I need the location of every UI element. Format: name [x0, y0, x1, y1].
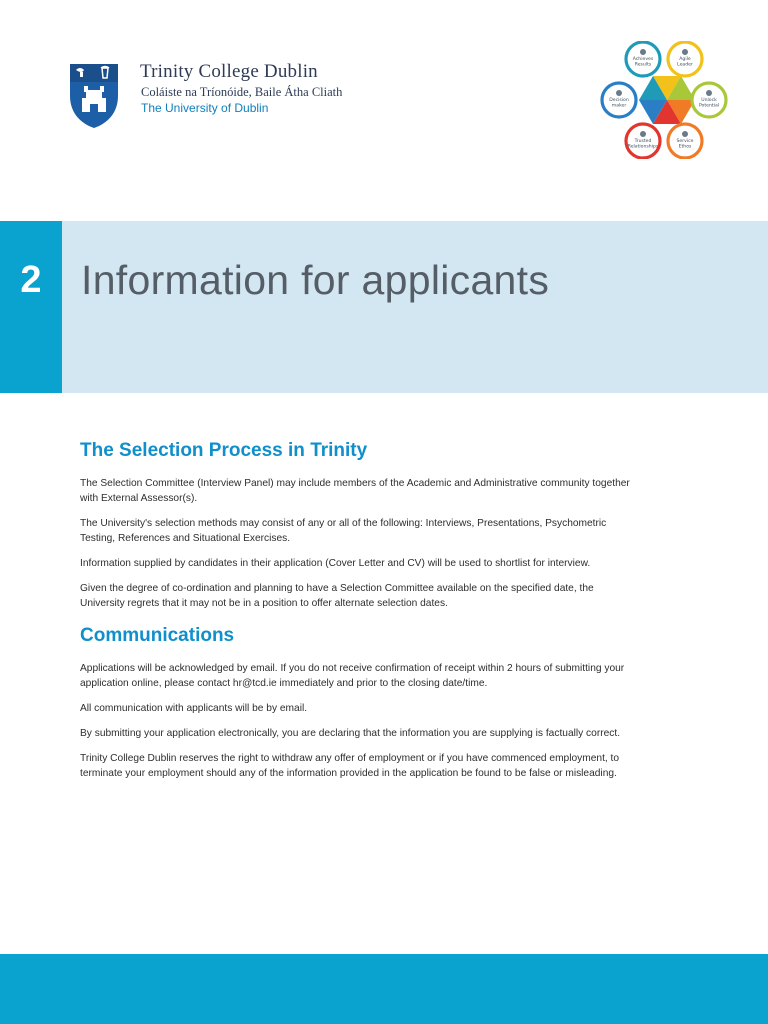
competency-node	[668, 124, 702, 158]
selection-heading: The Selection Process in Trinity	[80, 440, 368, 461]
selection-paragraph: The University's selection methods may consist of any or all of the following: Interviews, Presentations, Psychometric Testing, References and Situational Exercises.	[80, 518, 607, 544]
competency-label: Leader	[677, 62, 693, 68]
competency-node	[626, 124, 660, 158]
selection-paragraph: The Selection Committee (Interview Panel) may include members of the Academic and Administrative community together with External Assessor(s).	[80, 478, 630, 504]
institution-name: Trinity College Dublin	[140, 61, 318, 82]
competency-label: Ethos	[678, 144, 692, 150]
selection-paragraph: Information supplied by candidates in their application (Cover Letter and CV) will be used to shortlist for interview.	[80, 558, 591, 569]
competency-label: Results	[634, 62, 652, 68]
main-content	[80, 440, 640, 791]
competency-label: Potential	[698, 103, 720, 109]
university-name: The University of Dublin	[141, 101, 269, 115]
selection-paragraph: Given the degree of co-ordination and planning to have a Selection Committee available on the specified date, the University regrets that it may not be in a position to offer alternate selection dates.	[80, 583, 594, 609]
competency-wheel-icon	[597, 41, 737, 159]
competency-label: Relationships	[627, 144, 659, 150]
section-number-block	[0, 221, 62, 393]
communications-heading: Communications	[80, 625, 235, 646]
communications-paragraph: Trinity College Dublin reserves the right to withdraw any offer of employment or if you have commenced employment, to terminate your employment should any of the information provided in the application be found to be false or misleading.	[80, 753, 620, 779]
communications-paragraph: All communication with applicants will be by email.	[80, 703, 308, 714]
tcd-crest-icon	[68, 62, 120, 130]
competency-node	[668, 42, 702, 76]
footer-bar	[0, 954, 768, 1024]
competency-label: Achieves	[632, 57, 654, 62]
competency-label: Decision	[609, 98, 629, 103]
competency-label: Trusted	[634, 139, 652, 144]
institution-irish-name: Coláiste na Tríonóide, Baile Átha Cliath	[141, 85, 343, 99]
competency-label: maker	[611, 103, 627, 109]
section-number: 2	[20, 259, 42, 301]
communications-paragraph: Applications will be acknowledged by email. If you do not receive confirmation of receipt within 2 hours of submitting your application online, please contact hr@tcd.ie immediately and prior to the closing date/time.	[80, 663, 625, 689]
competency-label: Agile	[679, 57, 691, 62]
section-title: Information for applicants	[81, 257, 550, 303]
competency-label: Service	[676, 139, 694, 144]
section-banner	[0, 221, 768, 393]
competency-node	[692, 83, 726, 117]
competency-node	[626, 42, 660, 76]
competency-label: Unlock	[701, 98, 717, 103]
communications-paragraph: By submitting your application electronically, you are declaring that the information you are supplying is factually correct.	[80, 728, 621, 739]
competency-node	[602, 83, 636, 117]
